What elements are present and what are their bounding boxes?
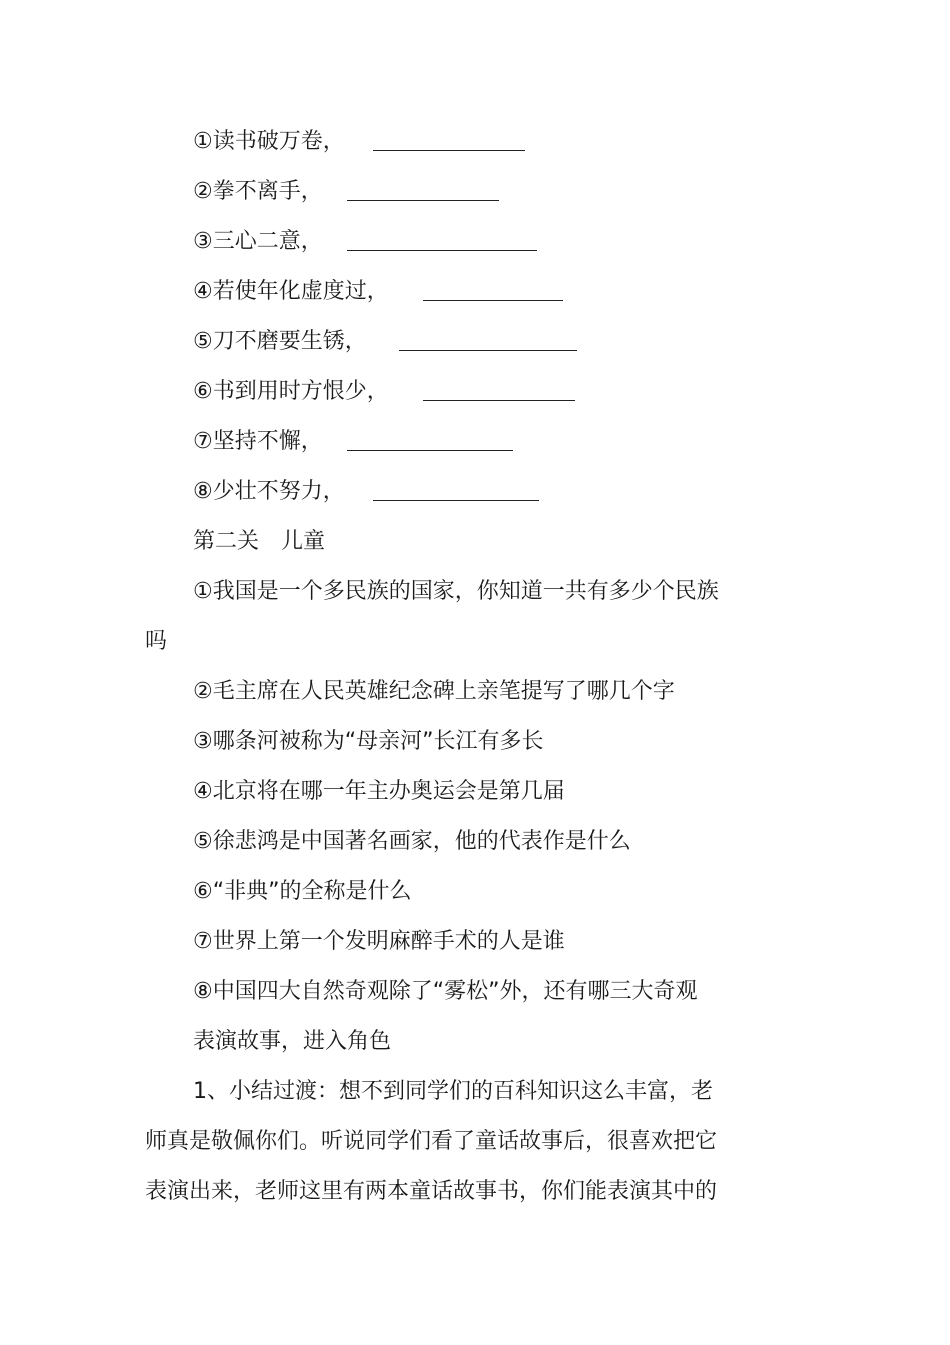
fill-in-prompt: ⑥书到用时方恨少， bbox=[193, 379, 389, 404]
question-5: ⑤徐悲鸿是中国著名画家，他的代表作是什么 bbox=[193, 829, 631, 854]
section-title: 表演故事，进入角色 bbox=[193, 1029, 392, 1054]
question-2: ②毛主席在人民英雄纪念碑上亲笔提写了哪几个字 bbox=[193, 679, 675, 704]
fill-in-item bbox=[193, 378, 389, 406]
answer-blank[interactable] bbox=[347, 250, 537, 251]
summary-line-1: 1、小结过渡：想不到同学们的百科知识这么丰富，老 bbox=[193, 1079, 713, 1104]
fill-in-item bbox=[193, 128, 345, 156]
question-1-line-2: 吗 bbox=[145, 629, 168, 654]
fill-in-prompt: ④若使年化虚度过， bbox=[193, 279, 389, 304]
fill-in-item bbox=[193, 428, 323, 456]
answer-blank[interactable] bbox=[399, 350, 577, 351]
question-7: ⑦世界上第一个发明麻醉手术的人是谁 bbox=[193, 929, 565, 954]
fill-in-item bbox=[193, 278, 389, 306]
fill-in-prompt: ①读书破万卷， bbox=[193, 129, 345, 154]
answer-blank[interactable] bbox=[423, 300, 563, 301]
answer-blank[interactable] bbox=[373, 500, 539, 501]
question-6: ⑥“非典”的全称是什么 bbox=[193, 879, 412, 904]
section-title: 第二关 儿童 bbox=[193, 529, 326, 554]
summary-line-3: 表演出来，老师这里有两本童话故事书，你们能表演其中的 bbox=[145, 1179, 718, 1204]
question-3: ③哪条河被称为“母亲河”长江有多长 bbox=[193, 729, 544, 754]
question-1-line-1: ①我国是一个多民族的国家，你知道一共有多少个民族 bbox=[193, 579, 719, 604]
summary-line-2: 师真是敬佩你们。听说同学们看了童话故事后，很喜欢把它 bbox=[145, 1129, 718, 1154]
fill-in-prompt: ②拳不离手， bbox=[193, 179, 323, 204]
question-8: ⑧中国四大自然奇观除了“雾松”外，还有哪三大奇观 bbox=[193, 979, 698, 1004]
fill-in-prompt: ⑧少壮不努力， bbox=[193, 479, 345, 504]
answer-blank[interactable] bbox=[373, 150, 525, 151]
fill-in-item bbox=[193, 178, 323, 206]
fill-in-item bbox=[193, 478, 345, 506]
fill-in-item bbox=[193, 328, 367, 356]
fill-in-item bbox=[193, 228, 323, 256]
question-4: ④北京将在哪一年主办奥运会是第几届 bbox=[193, 779, 565, 804]
fill-in-prompt: ⑦坚持不懈， bbox=[193, 429, 323, 454]
answer-blank[interactable] bbox=[347, 450, 513, 451]
fill-in-prompt: ③三心二意， bbox=[193, 229, 323, 254]
fill-in-prompt: ⑤刀不磨要生锈， bbox=[193, 329, 367, 354]
answer-blank[interactable] bbox=[347, 200, 499, 201]
answer-blank[interactable] bbox=[423, 400, 575, 401]
